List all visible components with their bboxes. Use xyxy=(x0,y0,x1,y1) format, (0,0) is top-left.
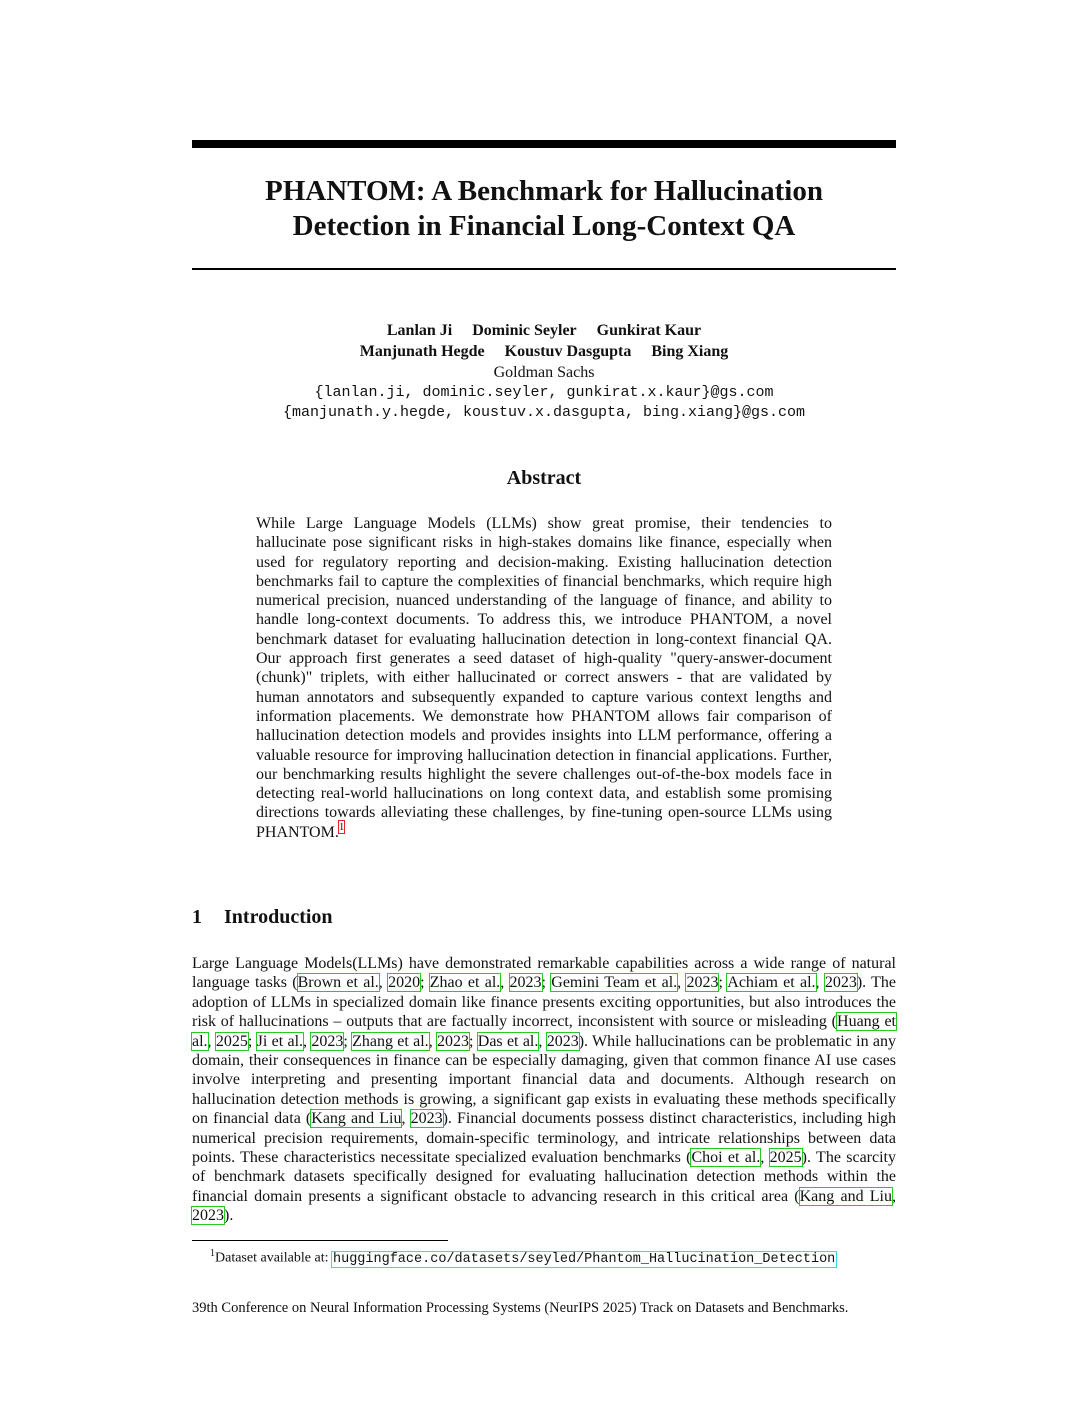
citation-year-link[interactable]: 2023 xyxy=(824,974,857,992)
abstract-body xyxy=(256,514,832,842)
introduction-paragraph: Large Language Models(LLMs) have demonstrated remarkable capabilities across a wide range of natural language tasks (Brown et al., 2020; Zhao et al., 2023; Gemini Team et al., 2023; Achiam et al., 2023). The adoption of LLMs in specialized domain like finance presents exciting opportunities, but also introduces the risk of hallucinations – outputs that are factually incorrect, inconsistent with source or misleading (Huang et al., 2025; Ji et al., 2023; Zhang et al., 2023; Das et al., 2023). While hallucinations can be problematic in any domain, their consequences in finance can be especially damaging, given that common finance AI use cases involve interpreting and presenting important financial data and documents. Although research on hallucination detection methods is growing, a significant gap exists in evaluating these methods specifically on financial data (Kang and Liu, 2023). Financial documents possess distinct characteristics, including high numerical precision requirements, domain-specific terminology, and intricate relationships between data points. These characteristics necessitate specialized evaluation benchmarks (Choi et al., 2025). The scarcity of benchmark datasets specifically designed for evaluating hallucination detection methods within the financial domain presents a significant obstacle to advancing research in this critical area (Kang and Liu, 2023). xyxy=(192,955,897,1225)
citation-year-link[interactable]: 2023 xyxy=(192,1207,224,1225)
abstract-text: While Large Language Models (LLMs) show great promise, their tendencies to hallucinate pose significant risks in high-stakes domains like finance, especially when used for regulatory reporting and decision-making. Existing hallucination detection benchmarks fail to capture the complexities of financial benchmarks, which require high numerical precision, nuanced understanding of the language of finance, and ability to handle long-context documents. To address this, we introduce PHANTOM, a novel benchmark dataset for evaluating hallucination detection in long-context financial QA. Our approach first generates a seed dataset of high-quality "query-answer-document (chunk)" triplets, with either hallucinated or correct answers - that are validated by human annotators and subsequently expanded to capture various context lengths and information placements. We demonstrate how PHANTOM allows fair comparison of hallucination detection models and provides insights into LLM performance, offering a valuable resource for improving hallucination detection in financial applications. Further, our benchmarking results highlight the severe challenges out-of-the-box models face in detecting real-world hallucinations on long context data, and establish some promising directions towards alleviating these challenges, by fine-tuning open-source LLMs using PHANTOM. xyxy=(256,515,832,841)
citation-link[interactable]: Zhao et al. xyxy=(429,974,501,992)
title-top-rule xyxy=(192,140,896,148)
citation-link[interactable]: Brown et al. xyxy=(297,974,379,992)
citation-link[interactable]: Choi et al. xyxy=(691,1149,761,1167)
citation-year-link[interactable]: 2025 xyxy=(215,1032,248,1050)
abstract-heading: Abstract xyxy=(506,467,582,489)
intro-text: ). xyxy=(224,1207,234,1225)
citation-link[interactable]: Das et al. xyxy=(477,1032,539,1050)
citation-year-link[interactable]: 2023 xyxy=(509,974,542,992)
section-heading-introduction xyxy=(192,906,333,929)
citation-year-link[interactable]: 2023 xyxy=(546,1032,579,1050)
author-name: Gunkirat Kaur xyxy=(596,322,702,339)
venue-footer: 39th Conference on Neural Information Processing Systems (NeurIPS 2025) Track on Datasets and Benchmarks. xyxy=(192,1300,849,1316)
citation-year-link[interactable]: 2025 xyxy=(769,1149,802,1167)
citation-link[interactable]: Gemini Team et al. xyxy=(551,974,678,992)
author-name: Manjunath Hegde xyxy=(359,343,485,360)
intro-text: ). Financial documents possess distinct characteristics, including high numerical precision requirements, domain-specific terminology, and intricate relationships between data points. These characteristics necessitate specialized evaluation benchmarks ( xyxy=(192,1110,897,1167)
email-line-2: {manjunath.y.hegde, koustuv.x.dasgupta, bing.xiang}@gs.com xyxy=(282,404,806,421)
citation-link[interactable]: Zhang et al. xyxy=(352,1032,429,1050)
citation-year-link[interactable]: 2020 xyxy=(388,974,421,992)
author-name: Bing Xiang xyxy=(651,343,729,360)
citation-link[interactable]: Kang and Liu xyxy=(799,1187,893,1205)
citation-year-link[interactable]: 2023 xyxy=(311,1032,344,1050)
citation-link[interactable]: Kang and Liu xyxy=(311,1110,402,1128)
author-block xyxy=(192,320,896,423)
email-line-1: {lanlan.ji, dominic.seyler, gunkirat.x.kaur}@gs.com xyxy=(314,384,774,401)
footnote-ref-link[interactable]: 1 xyxy=(338,821,345,834)
citation-link[interactable]: Huang et al. xyxy=(192,1013,897,1050)
section-number: 1 xyxy=(192,906,202,928)
intro-text: ). The adoption of LLMs in specialized domain like finance presents exciting opportunities, but also introduces the risk of hallucinations – outputs that are factually incorrect, inconsistent with source or misleading ( xyxy=(192,974,896,1031)
citation-year-link[interactable]: 2023 xyxy=(686,974,719,992)
footnote xyxy=(210,1244,836,1270)
author-name: Lanlan Ji xyxy=(386,322,453,339)
citation-year-link[interactable]: 2023 xyxy=(437,1032,469,1050)
intro-text: ). While hallucinations can be problematic in any domain, their consequences in finance can be especially damaging, given that common finance AI use cases involve interpreting and presenting important financial data and documents. Although research on hallucination detection methods is growing, a significant gap exists in evaluating these methods specifically on financial data ( xyxy=(192,1032,897,1128)
citation-year-link[interactable]: 2023 xyxy=(410,1110,443,1128)
dataset-url-link[interactable]: huggingface.co/datasets/seyled/Phantom_Hallucination_Detection xyxy=(333,1251,836,1267)
author-name: Koustuv Dasgupta xyxy=(504,343,632,360)
title-bottom-rule xyxy=(192,268,896,270)
citation-link[interactable]: Ji et al. xyxy=(256,1032,304,1050)
affiliation: Goldman Sachs xyxy=(493,364,595,381)
paper-title xyxy=(192,174,896,244)
footnote-mark: 1 xyxy=(210,1248,215,1259)
author-name: Dominic Seyler xyxy=(472,322,577,339)
citation-link[interactable]: Achiam et al. xyxy=(727,974,816,992)
title-line-1: PHANTOM: A Benchmark for Hallucination xyxy=(264,175,823,207)
title-line-2: Detection in Financial Long-Context QA xyxy=(292,210,796,242)
section-title: Introduction xyxy=(224,906,333,928)
intro-text: ). The scarcity of benchmark datasets specifically designed for evaluating hallucination detection methods within the financial domain presents a significant obstacle to advancing research in this critical area ( xyxy=(192,1149,896,1205)
intro-text: Large Language Models(LLMs) have demonstrated remarkable capabilities across a wide range of natural language tasks ( xyxy=(192,955,896,992)
footnote-text: Dataset available at: xyxy=(215,1250,332,1266)
author-row-2 xyxy=(192,341,896,362)
author-row-1 xyxy=(192,320,896,341)
footnote-rule xyxy=(192,1240,448,1241)
